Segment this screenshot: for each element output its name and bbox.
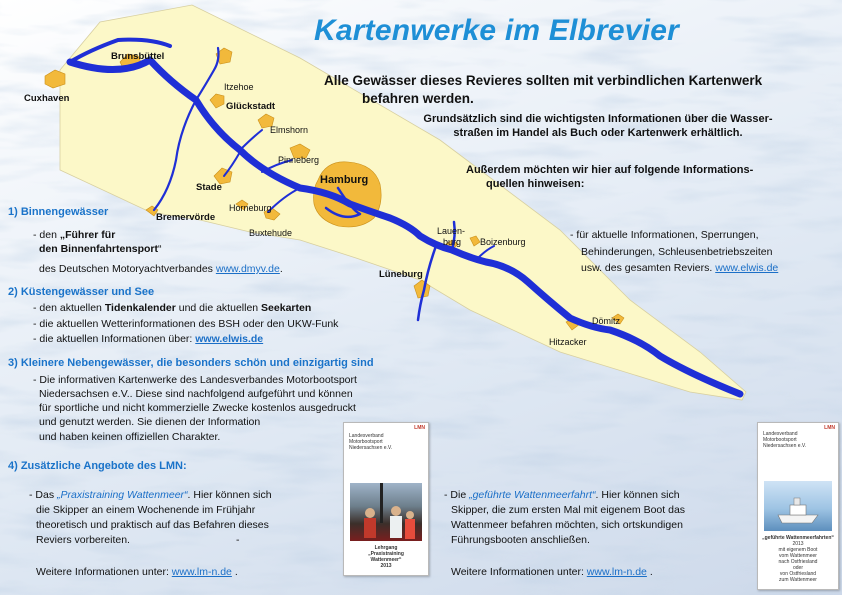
book1-head-1: Landesverband xyxy=(349,433,384,439)
book2-cap-3: mit eigenem Boot xyxy=(778,547,818,553)
book2-head-1: Landesverband xyxy=(763,431,798,437)
s2-line-2: - die aktuellen Wetterinformationen des BSH oder den UKW-Funk xyxy=(33,318,339,330)
s2-l1-c: und die aktuellen xyxy=(175,302,262,314)
book2-cap-2: 2013 xyxy=(792,541,804,547)
intro-line-2: befahren werden. xyxy=(362,91,474,106)
label-pinneberg: Pinneberg xyxy=(278,155,320,165)
book2-cap-6: oder xyxy=(792,565,803,571)
s4-a5-text: Weitere Informationen unter: xyxy=(36,566,172,578)
dmyv-link[interactable]: www.dmyv.de xyxy=(215,263,280,275)
book1-head-3: Niedersachsen e.V. xyxy=(349,445,393,451)
label-boizenburg: Boizenburg xyxy=(480,237,526,247)
label-glueckstadt: Glückstadt xyxy=(226,101,276,112)
wattenmeerfahrt-link[interactable]: „geführte Wattenmeerfahrt“ xyxy=(469,489,596,501)
label-lueneburg: Lüneburg xyxy=(379,269,423,280)
s1-right-line-1: - für aktuelle Informationen, Sperrungen, xyxy=(570,229,759,241)
book2-head-3: Niedersachsen e.V. xyxy=(763,443,807,449)
s4-a-line-3: theoretisch und praktisch auf das Befahren dieses xyxy=(36,519,269,531)
s4-b1-post: . Hier können sich xyxy=(595,489,680,501)
label-cuxhaven: Cuxhaven xyxy=(24,93,70,104)
label-brunsbuettel: Brunsbüttel xyxy=(111,51,165,62)
s1-l3-text: des Deutschen Motoryachtverbandes xyxy=(39,263,216,275)
s1-r3-text: usw. des gesamten Reviers. xyxy=(581,262,716,274)
praxistraining-link[interactable]: „Praxistraining Wattenmeer“ xyxy=(57,489,188,501)
s4-a-line-4-dash: - xyxy=(236,534,240,546)
s4-a-line-5 xyxy=(36,566,238,580)
section-3-heading: 3) Kleinere Nebengewässer, die besonders schön und einzigartig sind xyxy=(8,357,374,369)
brochure-wattenmeerfahrt[interactable] xyxy=(757,422,839,590)
page-title: Kartenwerke im Elbrevier xyxy=(314,14,679,47)
book1-cap-3: Wattenmeer“ xyxy=(370,557,402,563)
book1-head-2: Motorbootsport xyxy=(349,439,383,445)
book2-header xyxy=(763,431,806,449)
s1-line-3 xyxy=(39,263,283,277)
book2-cap-4: vom Wattenmeer xyxy=(779,553,817,559)
grundsatz-text xyxy=(388,113,808,140)
s3-line-3: für sportliche und nicht kommerzielle Zwecke kostenlos ausgedruckt xyxy=(39,402,356,414)
s2-l1-a: - den aktuellen xyxy=(33,302,105,314)
s4-b-line-1 xyxy=(444,489,680,503)
book1-cap-4: 2013 xyxy=(380,563,392,569)
lmn-link-2[interactable]: www.lm-n.de xyxy=(586,566,647,578)
book1-photo-figures xyxy=(350,483,422,541)
book2-logo: LMN xyxy=(824,425,835,431)
s3-line-1: - Die informativen Kartenwerke des Landesverbandes Motorbootsport xyxy=(33,374,357,386)
intro-text xyxy=(324,72,804,108)
s1-l3-end: . xyxy=(279,263,283,275)
s2-line-3 xyxy=(33,333,263,347)
book1-logo: LMN xyxy=(414,425,425,431)
s4-a5-end: . xyxy=(231,566,238,578)
book1-cap-1: Lehrgang xyxy=(374,545,398,551)
section-4-heading: 4) Zusätzliche Angebote des LMN: xyxy=(8,460,187,472)
grundsatz-line-2: straßen im Handel als Buch oder Kartenwerk erhältlich. xyxy=(453,126,743,139)
label-bremervoerde: Bremervörde xyxy=(156,212,216,223)
book2-cap-1: „geführte Wattenmeerfahrten“ xyxy=(762,535,834,541)
label-lauenburg-1: Lauen- xyxy=(437,226,466,236)
s1-right-line-3 xyxy=(581,262,778,276)
book2-photo-boat xyxy=(764,481,832,531)
label-buxtehude: Buxtehude xyxy=(249,228,293,238)
elwis-link-2[interactable]: www.elwis.de xyxy=(195,333,264,345)
s4-a-line-4: Reviers vorbereiten. xyxy=(36,534,130,546)
label-stade: Stade xyxy=(196,182,222,193)
label-hitzacker: Hitzacker xyxy=(549,337,587,347)
book2-cap-8: zum Wattenmeer xyxy=(779,577,817,583)
label-horneburg: Horneburg xyxy=(229,203,272,213)
book2-cap-5: nach Ostfriesland xyxy=(778,559,818,565)
label-doemitz: Dömitz xyxy=(592,316,621,326)
ausserdem-line-1: Außerdem möchten wir hier auf folgende Informations- xyxy=(466,164,754,176)
s1-l2-bold: den Binnenfahrtensport xyxy=(39,243,159,255)
s3-line-4: und genutzt werden. Sie dienen der Information xyxy=(39,416,261,428)
ausserdem-line-2: quellen hinweisen: xyxy=(486,178,585,190)
book2-cap-7: von Ostfriesland xyxy=(779,571,817,577)
book1-photo xyxy=(350,483,422,541)
s2-l3-text: - die aktuellen Informationen über: xyxy=(33,333,196,345)
grundsatz-line-1: Grundsätzlich sind die wichtigsten Informationen über die Wasser- xyxy=(423,113,773,125)
book2-caption xyxy=(758,535,838,583)
ausserdem-text xyxy=(466,163,753,191)
s1-l1-prefix: - den xyxy=(33,229,60,241)
town-cuxhaven xyxy=(45,70,65,88)
s1-line-1 xyxy=(33,229,115,243)
s4-b-line-5 xyxy=(451,566,653,580)
book2-head-2: Motorbootsport xyxy=(763,437,797,443)
s4-b1-pre: - Die xyxy=(444,489,470,501)
s2-line-1 xyxy=(33,302,311,316)
s4-b5-end: . xyxy=(646,566,653,578)
s3-line-2: Niedersachsen e.V.. Diese sind nachfolgend aufgeführt und können xyxy=(39,388,353,400)
s4-a1-pre: - Das xyxy=(29,489,58,501)
s1-right-line-2: Behinderungen, Schleusenbetriebszeiten xyxy=(581,246,773,258)
s4-a-line-1 xyxy=(29,489,272,503)
s1-line-2 xyxy=(39,243,162,257)
s1-l1-bold: „Führer für xyxy=(59,229,116,241)
book1-header xyxy=(349,433,392,451)
s4-b-line-4: Führungsbooten anschließen. xyxy=(451,534,590,546)
elwis-link-1[interactable]: www.elwis.de xyxy=(715,262,779,274)
s4-b-line-3: Wattenmeer befahren möchten, sich ortskundigen xyxy=(451,519,683,531)
label-itzehoe: Itzehoe xyxy=(224,82,254,92)
section-1-heading: 1) Binnengewässer xyxy=(8,206,109,218)
intro-line-1: Alle Gewässer dieses Revieres sollten mit verbindlichen Kartenwerk xyxy=(324,73,763,88)
label-hamburg: Hamburg xyxy=(320,174,369,186)
s3-line-5: und haben keinen offiziellen Charakter. xyxy=(39,431,221,443)
label-elmshorn: Elmshorn xyxy=(270,125,309,135)
s1-l2-suffix: “ xyxy=(158,243,162,255)
book2-photo xyxy=(764,481,832,531)
s4-b-line-2: Skipper, die zum ersten Mal mit eigenem Boot das xyxy=(451,504,686,516)
section-2-heading: 2) Küstengewässer und See xyxy=(8,286,155,298)
book1-cap-2: „Praxistraining xyxy=(368,551,404,557)
label-lauenburg-2: burg xyxy=(443,237,462,247)
s2-l1-b: Tidenkalender xyxy=(104,302,176,314)
s2-l1-d: Seekarten xyxy=(261,302,312,314)
lmn-link-1[interactable]: www.lm-n.de xyxy=(171,566,232,578)
s4-b5-text: Weitere Informationen unter: xyxy=(451,566,587,578)
brochure-praxistraining[interactable] xyxy=(343,422,429,576)
book1-caption xyxy=(344,545,428,569)
s4-a1-post: . Hier können sich xyxy=(187,489,272,501)
s4-a-line-2: die Skipper an einem Wochenende im Frühjahr xyxy=(36,504,256,516)
